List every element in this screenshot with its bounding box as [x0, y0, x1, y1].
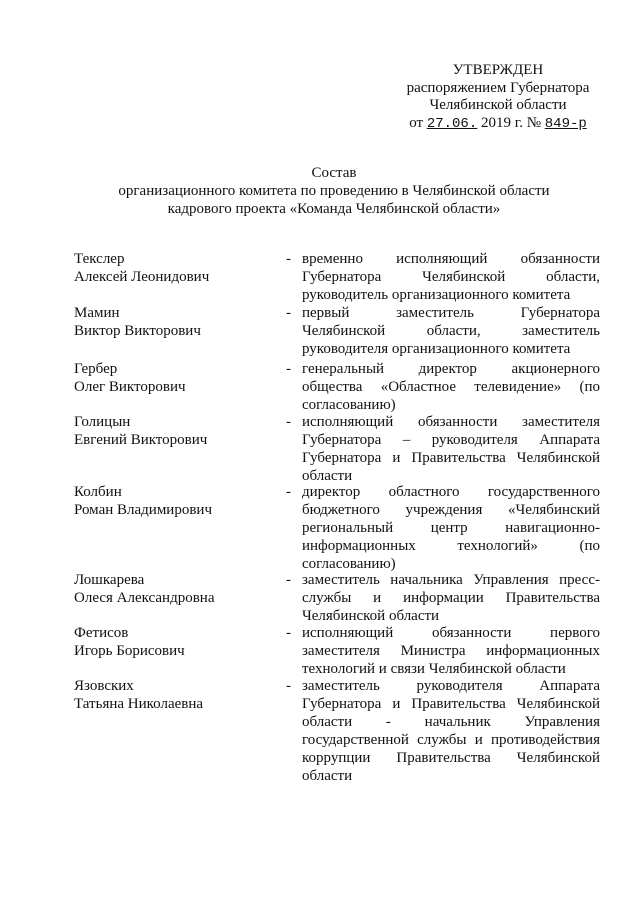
member-entry	[74, 483, 604, 571]
member-given-names: Алексей Леонидович	[74, 269, 210, 285]
member-name	[74, 360, 274, 396]
member-given-names: Татьяна Николаевна	[74, 696, 204, 712]
member-role: временно исполняющий обязанности Губернатора Челябинской области, руководитель организационного комитета	[302, 251, 600, 303]
member-name	[74, 677, 274, 713]
member-name	[74, 624, 274, 660]
order-number: 849-р	[544, 115, 587, 132]
member-name	[74, 250, 274, 286]
approval-block	[398, 62, 598, 133]
member-surname: Текслер	[74, 251, 125, 267]
member-entry	[74, 304, 604, 360]
approval-title: УТВЕРЖДЕН	[452, 62, 544, 78]
member-role: генеральный директор акционерного общества «Областное телевидение» (по согласованию)	[302, 361, 600, 413]
member-role: первый заместитель Губернатора Челябинской области, заместитель руководителя организационного комитета	[302, 305, 600, 357]
member-given-names: Роман Владимирович	[74, 502, 212, 518]
member-surname: Голицын	[74, 414, 131, 430]
approval-line-1: распоряжением Губернатора	[406, 79, 590, 96]
member-given-names: Евгений Викторович	[74, 432, 208, 448]
date-year: 2019	[480, 114, 511, 131]
member-surname: Лошкарева	[74, 572, 145, 588]
number-prefix: г. №	[514, 114, 542, 131]
member-entry	[74, 360, 604, 413]
heading-line-1: Состав	[311, 165, 357, 181]
date-value: 27.06.	[426, 115, 478, 132]
member-name	[74, 483, 274, 519]
member-dash: -	[286, 572, 291, 588]
member-dash: -	[286, 678, 291, 694]
member-entry	[74, 250, 604, 304]
member-role: заместитель начальника Управления пресс-службы и информации Правительства Челябинской области	[302, 572, 600, 624]
member-dash: -	[286, 361, 291, 377]
member-role: исполняющий обязанности заместителя Губернатора – руководителя Аппарата Губернатора и Правительства Челябинской области	[302, 414, 600, 484]
member-surname: Мамин	[74, 305, 120, 321]
member-dash: -	[286, 414, 291, 430]
date-prefix: от	[409, 114, 424, 131]
member-role: исполняющий обязанности первого заместителя Министра информационных технологий и связи Челябинской области	[302, 625, 600, 677]
member-role: директор областного государственного бюджетного учреждения «Челябинский региональный центр навигационно-информационных технологий» (по согласованию)	[302, 484, 600, 572]
member-entry	[74, 624, 604, 677]
member-given-names: Игорь Борисович	[74, 643, 185, 659]
heading-line-2: организационного комитета по проведению в Челябинской области	[118, 183, 550, 199]
member-given-names: Виктор Викторович	[74, 323, 201, 339]
heading-line-3: кадрового проекта «Команда Челябинской области»	[167, 201, 501, 217]
document-heading	[70, 164, 598, 218]
member-role: заместитель руководителя Аппарата Губернатора и Правительства Челябинской области - начальник Управления государственной службы и противодействия коррупции Правительства Челябинской области	[302, 678, 600, 784]
member-dash: -	[286, 305, 291, 321]
member-dash: -	[286, 625, 291, 641]
member-surname: Гербер	[74, 361, 118, 377]
member-name	[74, 413, 274, 449]
committee-members-list	[74, 250, 604, 787]
member-given-names: Олег Викторович	[74, 379, 186, 395]
member-surname: Язовских	[74, 678, 134, 694]
member-dash: -	[286, 251, 291, 267]
member-entry	[74, 571, 604, 624]
member-name	[74, 571, 274, 607]
member-given-names: Олеся Александровна	[74, 590, 215, 606]
member-surname: Фетисов	[74, 625, 129, 641]
approval-date-line	[398, 115, 598, 134]
member-entry	[74, 677, 604, 787]
member-entry	[74, 413, 604, 483]
member-name	[74, 304, 274, 340]
approval-line-2: Челябинской области	[429, 97, 567, 113]
member-dash: -	[286, 484, 291, 500]
member-surname: Колбин	[74, 484, 122, 500]
